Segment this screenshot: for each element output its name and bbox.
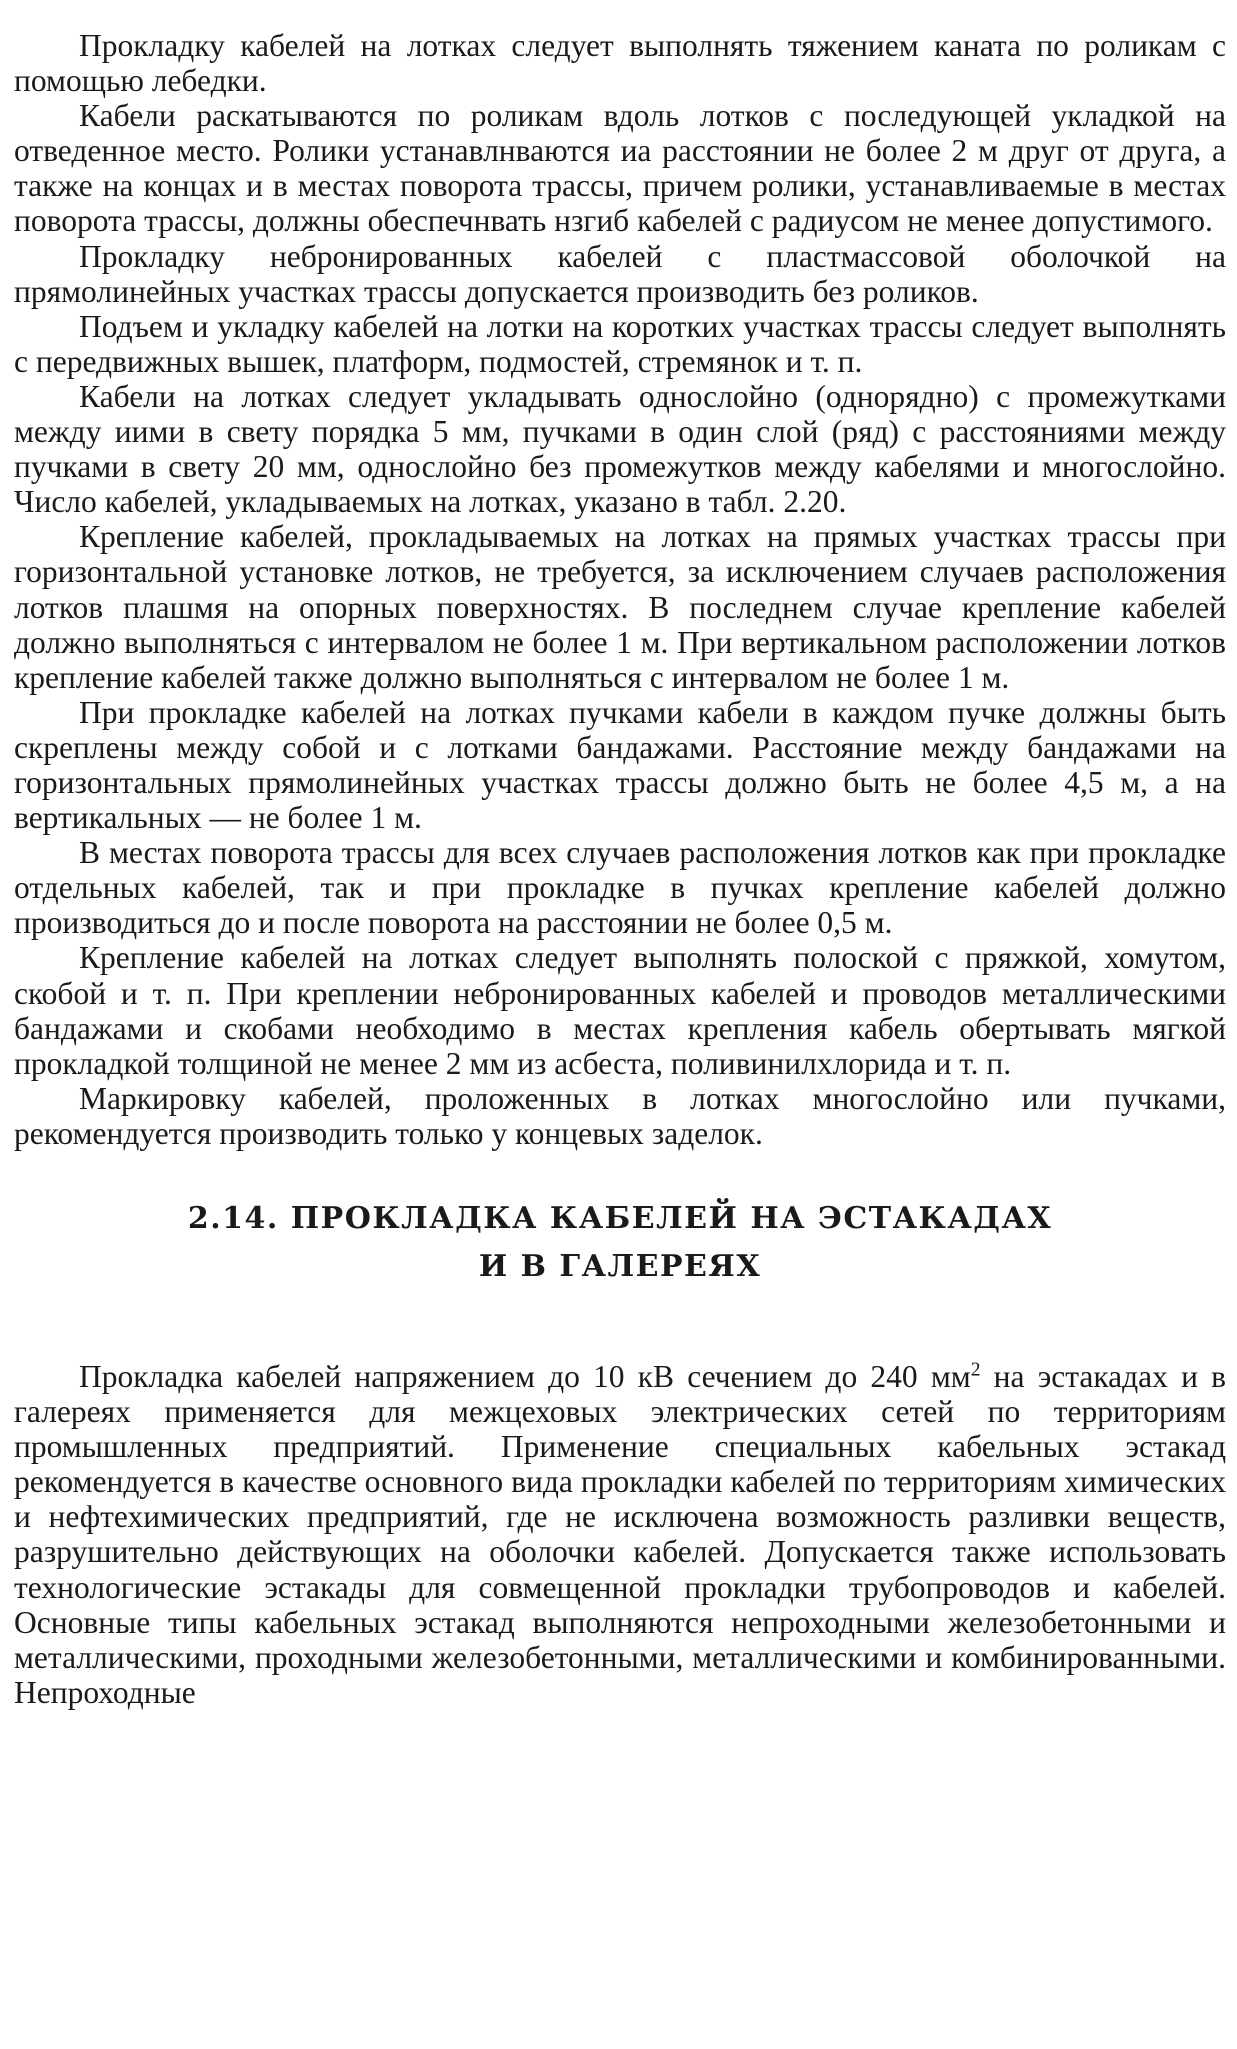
- intro-text-start: Прокладка кабелей напряжением до 10 кВ сечением до 240 мм: [79, 1359, 971, 1394]
- superscript: 2: [970, 1359, 981, 1381]
- paragraph: Прокладку кабелей на лотках следует выполнять тяжением каната по роликам с помощью лебедки.: [14, 28, 1226, 99]
- section-heading-line: И В ГАЛЕРЕЯХ: [478, 1249, 762, 1284]
- paragraph: Маркировку кабелей, проложенных в лотках многослойно или пучками, рекомендуется производить только у концевых заделок.: [14, 1080, 1226, 1151]
- document-page: [14, 28, 1226, 1710]
- paragraph: При прокладке кабелей на лотках пучками кабели в каждом пучке должны быть скреплены между собой и с лотками бандажами. Расстояние между бандажами на горизонтальных прямолинейных участках трассы должно быть не более 4,5 м, а на вертикальных — не более 1 м.: [14, 694, 1226, 836]
- paragraph: Крепление кабелей, прокладываемых на лотках на прямых участках трассы при горизонтальной установке лотков, не требуется, за исключением случаев расположения лотков плашмя на опорных поверхностях. В последнем случае крепление кабелей должно выполняться с интервалом не более 1 м. При вертикальном расположении лотков крепление кабелей также должно выполняться с интервалом не более 1 м.: [14, 519, 1226, 695]
- intro-text-rest: на эстакадах и в галереях применяется для межцеховых электрических сетей по территориям промышленных предприятий. Применение специальных кабельных эстакад рекомендуется в качестве основного вида прокладки кабелей по территориям химических и нефтехимических предприятий, где не исключена возможность разливки веществ, разрушительно действующих на оболочки кабелей. Допускается также использовать технологические эстакады для совмещенной прокладки трубопроводов и кабелей. Основные типы кабельных эстакад выполняются непроходными железобетонными и металлическими, проходными железобетонными, металлическими и комбинированными. Непроходные: [14, 1359, 1226, 1710]
- paragraph: Подъем и укладку кабелей на лотки на коротких участках трассы следует выполнять с передвижных вышек, платформ, подмостей, стремянок и т. п.: [14, 308, 1226, 379]
- paragraph: Кабели раскатываются по роликам вдоль лотков с последующей укладкой на отведенное место. Ролики устанавлнваются иа расстоянии не более 2 м друг от друга, а также на концах и в местах поворота трассы, причем ролики, устанавливаемые в местах поворота трассы, должны обеспечнвать нзгиб кабелей с радиусом не менее допустимого.: [14, 98, 1226, 239]
- paragraph: В местах поворота трассы для всех случаев расположения лотков как при прокладке отдельных кабелей, так и при прокладке в пучках крепление кабелей должно производиться до и после поворота на расстоянии не более 0,5 м.: [14, 835, 1226, 941]
- paragraph: Крепление кабелей на лотках следует выполнять полоской с пряжкой, хомутом, скобой и т. п. При креплении небронированных кабелей и проводов металлическими бандажами и скобами необходимо в местах крепления кабель обертывать мягкой прокладкой толщиной не менее 2 мм из асбеста, поливинилхлорида и т. п.: [14, 940, 1226, 1081]
- paragraph: Прокладку небронированных кабелей с пластмассовой оболочкой на прямолинейных участках трассы допускается производить без роликов.: [14, 238, 1226, 309]
- paragraph: Кабели на лотках следует укладывать однослойно (однорядно) с промежутками между иими в свету порядка 5 мм, пучками в один слой (ряд) с расстояниями между пучками в свету 20 мм, однослойно без промежутков между кабелями и многослойно. Число кабелей, укладываемых на лотках, указано в табл. 2.20.: [14, 378, 1226, 520]
- section-intro-paragraph: [14, 1359, 1226, 1710]
- section-heading: [14, 1195, 1226, 1291]
- section-heading-line: 2.14. ПРОКЛАДКА КАБЕЛЕЙ НА ЭСТАКАДАХ: [187, 1201, 1053, 1236]
